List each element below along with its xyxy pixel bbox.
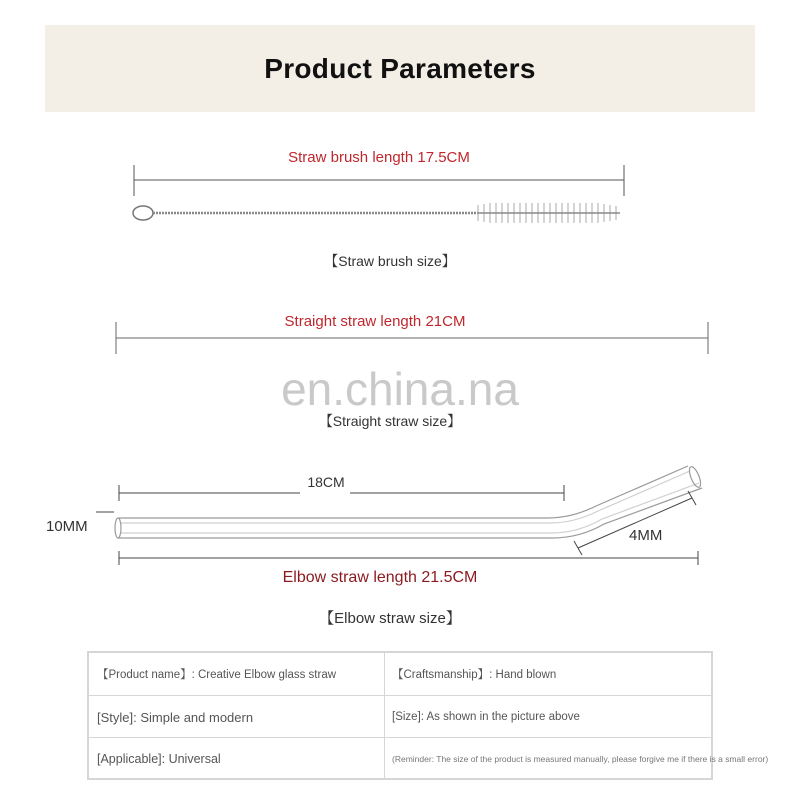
elbow-dimension-line <box>119 551 698 565</box>
table-divider <box>384 653 385 778</box>
table-cell: 【Craftsmanship】: Hand blown <box>392 669 557 681</box>
table-cell: [Size]: As shown in the picture above <box>392 711 580 723</box>
elbow-caption: 【Elbow straw size】 <box>319 610 461 627</box>
page-title: Product Parameters <box>264 52 536 84</box>
diameter-label: 10MM <box>46 518 88 535</box>
straight-caption: 【Straight straw size】 <box>318 413 462 429</box>
watermark: en.china.na <box>281 363 519 415</box>
table-cell: (Reminder: The size of the product is measured manually, please forgive me if there is a small error) <box>392 754 769 764</box>
tip-dimension-line <box>574 491 696 555</box>
brush-caption: 【Straw brush size】 <box>324 253 456 269</box>
brush-dimension-line <box>134 165 624 196</box>
table-cell: [Style]: Simple and modern <box>97 709 254 725</box>
segment-length-label: 18CM <box>307 474 345 490</box>
table-cell: 【Product name】: Creative Elbow glass straw <box>97 669 337 681</box>
brush-length-label: Straw brush length 17.5CM <box>288 149 470 166</box>
elbow-length-label: Elbow straw length 21.5CM <box>282 569 478 586</box>
straight-length-label: Straight straw length 21CM <box>284 313 466 330</box>
elbow-straw <box>115 465 703 538</box>
tip-diameter-label: 4MM <box>629 527 663 544</box>
straw-brush <box>133 203 620 223</box>
table-cell: [Applicable]: Universal <box>97 752 221 766</box>
parameters-table <box>87 651 769 780</box>
